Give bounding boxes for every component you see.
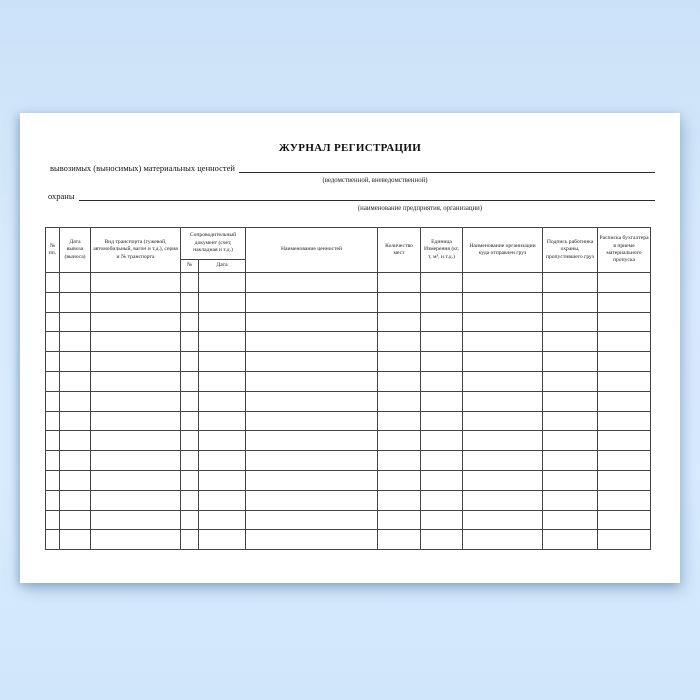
- table-cell: [246, 332, 378, 352]
- col-header-places-count: Количество мест: [378, 228, 421, 273]
- table-cell: [378, 332, 421, 352]
- form-page: [20, 113, 680, 583]
- table-cell: [598, 391, 651, 411]
- table-cell: [91, 292, 181, 312]
- table-cell: [598, 530, 651, 550]
- table-cell: [181, 352, 199, 372]
- fill-line-guard-label: охраны: [48, 191, 75, 201]
- table-cell: [378, 273, 421, 293]
- table-cell: [246, 391, 378, 411]
- table-cell: [199, 490, 246, 510]
- table-cell: [543, 371, 598, 391]
- table-row: [46, 371, 651, 391]
- table-cell: [91, 431, 181, 451]
- col-header-unit: Единица Измерения (кг, т, м³, и т.д.): [421, 228, 463, 273]
- table-row: [46, 451, 651, 471]
- table-cell: [421, 411, 463, 431]
- table-cell: [463, 312, 543, 332]
- table-cell: [598, 312, 651, 332]
- table-cell: [378, 451, 421, 471]
- table-cell: [46, 451, 60, 471]
- table-row: [46, 470, 651, 490]
- table-cell: [543, 490, 598, 510]
- table-row: [46, 273, 651, 293]
- table-cell: [598, 490, 651, 510]
- table-cell: [246, 371, 378, 391]
- table-cell: [598, 352, 651, 372]
- table-cell: [378, 391, 421, 411]
- table-row: [46, 530, 651, 550]
- table-row: [46, 411, 651, 431]
- table-cell: [60, 431, 91, 451]
- table-row: [46, 391, 651, 411]
- table-cell: [46, 391, 60, 411]
- table-cell: [463, 371, 543, 391]
- table-header: [46, 228, 651, 273]
- table-cell: [378, 312, 421, 332]
- table-cell: [378, 411, 421, 431]
- table-row: [46, 312, 651, 332]
- table-cell: [199, 510, 246, 530]
- col-header-doc-num: №: [181, 260, 199, 273]
- table-row: [46, 352, 651, 372]
- table-cell: [463, 273, 543, 293]
- table-cell: [463, 292, 543, 312]
- table-cell: [46, 510, 60, 530]
- table-cell: [91, 451, 181, 471]
- table-cell: [378, 510, 421, 530]
- table-cell: [378, 352, 421, 372]
- table-cell: [463, 411, 543, 431]
- table-cell: [543, 273, 598, 293]
- fill-line-material-values-label: вывозимых (выносимых) материальных ценностей: [50, 163, 235, 173]
- table-cell: [378, 292, 421, 312]
- table-cell: [421, 292, 463, 312]
- table-cell: [91, 510, 181, 530]
- table-cell: [181, 530, 199, 550]
- table-cell: [378, 470, 421, 490]
- table-cell: [543, 451, 598, 471]
- table-cell: [181, 431, 199, 451]
- table-cell: [199, 431, 246, 451]
- table-cell: [46, 530, 60, 550]
- table-cell: [91, 490, 181, 510]
- table-cell: [246, 292, 378, 312]
- table-cell: [60, 352, 91, 372]
- table-cell: [46, 352, 60, 372]
- table-cell: [543, 470, 598, 490]
- table-cell: [246, 530, 378, 550]
- table-cell: [543, 411, 598, 431]
- table-cell: [598, 371, 651, 391]
- table-cell: [246, 431, 378, 451]
- table-cell: [199, 292, 246, 312]
- table-cell: [181, 470, 199, 490]
- table-cell: [46, 332, 60, 352]
- journal-table-body: [46, 273, 651, 550]
- table-cell: [421, 510, 463, 530]
- registration-journal-table: [45, 227, 651, 550]
- table-cell: [421, 332, 463, 352]
- table-cell: [378, 530, 421, 550]
- table-cell: [543, 530, 598, 550]
- table-cell: [199, 352, 246, 372]
- table-cell: [91, 332, 181, 352]
- table-cell: [181, 510, 199, 530]
- fill-line-guard: [48, 191, 655, 201]
- table-cell: [60, 411, 91, 431]
- table-cell: [46, 490, 60, 510]
- table-cell: [421, 530, 463, 550]
- table-cell: [463, 391, 543, 411]
- table-cell: [246, 352, 378, 372]
- table-cell: [378, 431, 421, 451]
- table-cell: [598, 332, 651, 352]
- table-cell: [181, 411, 199, 431]
- table-cell: [199, 411, 246, 431]
- table-cell: [60, 391, 91, 411]
- table-cell: [421, 273, 463, 293]
- fill-line-material-values-caption: (ведомственной, вневедомственной): [322, 177, 428, 184]
- table-cell: [246, 510, 378, 530]
- table-cell: [91, 352, 181, 372]
- table-cell: [421, 431, 463, 451]
- table-cell: [60, 451, 91, 471]
- table-cell: [181, 332, 199, 352]
- table-cell: [421, 391, 463, 411]
- table-cell: [199, 451, 246, 471]
- table-row: [46, 431, 651, 451]
- table-cell: [598, 510, 651, 530]
- table-cell: [421, 470, 463, 490]
- table-cell: [60, 371, 91, 391]
- table-cell: [46, 312, 60, 332]
- table-cell: [60, 292, 91, 312]
- table-cell: [598, 273, 651, 293]
- table-cell: [543, 510, 598, 530]
- fill-line-material-values: [50, 163, 655, 173]
- table-cell: [598, 431, 651, 451]
- table-cell: [60, 273, 91, 293]
- table-cell: [463, 530, 543, 550]
- table-cell: [199, 332, 246, 352]
- fill-line-guard-blank: [79, 198, 655, 201]
- fill-line-material-values-blank: [239, 170, 655, 173]
- table-row: [46, 332, 651, 352]
- table-cell: [181, 391, 199, 411]
- table-cell: [91, 470, 181, 490]
- table-cell: [421, 352, 463, 372]
- table-cell: [91, 371, 181, 391]
- table-cell: [46, 470, 60, 490]
- table-cell: [181, 273, 199, 293]
- table-cell: [463, 451, 543, 471]
- table-cell: [60, 490, 91, 510]
- table-cell: [46, 411, 60, 431]
- table-cell: [91, 530, 181, 550]
- table-cell: [463, 431, 543, 451]
- table-row: [46, 292, 651, 312]
- table-cell: [199, 530, 246, 550]
- table-cell: [46, 273, 60, 293]
- table-cell: [46, 431, 60, 451]
- col-header-org: Наименование организации куда отправлен груз: [463, 228, 543, 273]
- table-cell: [199, 273, 246, 293]
- table-cell: [421, 312, 463, 332]
- col-header-values-name: Наименование ценностей: [246, 228, 378, 273]
- table-cell: [421, 371, 463, 391]
- table-cell: [463, 352, 543, 372]
- col-header-doc-date: Дата: [199, 260, 246, 273]
- table-cell: [598, 292, 651, 312]
- table-cell: [199, 391, 246, 411]
- table-cell: [463, 470, 543, 490]
- table-row: [46, 490, 651, 510]
- table-cell: [181, 312, 199, 332]
- table-cell: [543, 391, 598, 411]
- table-cell: [199, 371, 246, 391]
- table-cell: [463, 332, 543, 352]
- table-cell: [463, 490, 543, 510]
- page-title: ЖУРНАЛ РЕГИСТРАЦИИ: [278, 142, 422, 154]
- table-cell: [543, 292, 598, 312]
- table-cell: [246, 411, 378, 431]
- table-cell: [598, 451, 651, 471]
- fill-line-guard-caption: (наименование предприятия, организации): [357, 205, 483, 212]
- table-cell: [543, 312, 598, 332]
- table-cell: [543, 352, 598, 372]
- table-cell: [91, 312, 181, 332]
- table-row: [46, 510, 651, 530]
- table-cell: [246, 470, 378, 490]
- table-cell: [91, 411, 181, 431]
- table-cell: [60, 470, 91, 490]
- table-cell: [60, 510, 91, 530]
- table-cell: [46, 292, 60, 312]
- table-cell: [181, 371, 199, 391]
- table-cell: [60, 312, 91, 332]
- table-cell: [60, 332, 91, 352]
- table-cell: [199, 312, 246, 332]
- col-header-transport: Вид транспорта (гужевой, автомобильный, вагон и т.д.), серия и № транспорта: [91, 228, 181, 273]
- col-header-guard-sign: Подпись работника охраны, пропустившего груз: [543, 228, 598, 273]
- table-cell: [91, 273, 181, 293]
- table-cell: [246, 451, 378, 471]
- table-cell: [421, 490, 463, 510]
- table-cell: [181, 292, 199, 312]
- col-header-date-out: Дата вывоза (выноса): [60, 228, 91, 273]
- table-cell: [543, 332, 598, 352]
- col-header-accompanying-doc: Сопроводительный документ (счет, накладная и т.д.): [181, 228, 246, 260]
- table-cell: [378, 371, 421, 391]
- table-cell: [246, 273, 378, 293]
- table-cell: [598, 411, 651, 431]
- table-cell: [543, 431, 598, 451]
- table-cell: [181, 451, 199, 471]
- col-header-num: № пп.: [46, 228, 60, 273]
- table-cell: [60, 530, 91, 550]
- table-cell: [199, 470, 246, 490]
- table-cell: [378, 490, 421, 510]
- table-cell: [181, 490, 199, 510]
- table-cell: [421, 451, 463, 471]
- table-cell: [246, 490, 378, 510]
- col-header-accountant-receipt: Расписка бухгалтера в приеме материального пропуска: [598, 228, 651, 273]
- table-cell: [246, 312, 378, 332]
- table-cell: [463, 510, 543, 530]
- table-cell: [91, 391, 181, 411]
- table-cell: [46, 371, 60, 391]
- table-cell: [598, 470, 651, 490]
